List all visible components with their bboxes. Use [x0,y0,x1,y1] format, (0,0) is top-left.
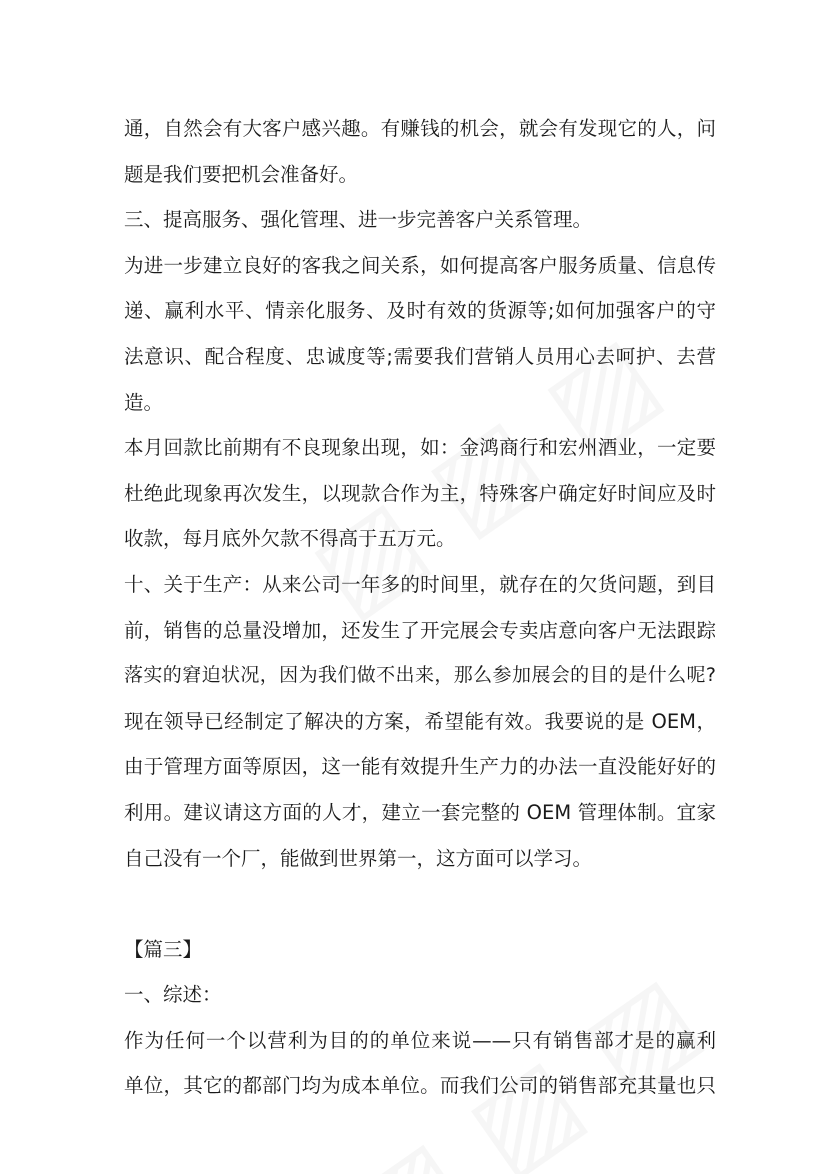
text-line: 自己没有一个厂，能做到世界第一，这方面可以学习。 [124,846,593,870]
section-title: 【篇三】 [124,937,203,961]
section-heading: 一、综述： [124,983,222,1007]
text-line: 法意识、配合程度、忠诚度等;需要我们营销人员用心去呵护、去营 [124,344,716,368]
text-line: 收款，每月底外欠款不得高于五万元。 [124,527,456,551]
text-line: 为进一步建立良好的客我之间关系，如何提高客户服务质量、信息传 [124,253,716,277]
text-line: 杜绝此现象再次发生，以现款合作为主，特殊客户确定好时间应及时 [124,481,716,505]
text-line: 本月回款比前期有不良现象出现，如：金鸿商行和宏州酒业，一定要 [124,436,716,460]
document-body [124,106,716,1109]
text-line: 通，自然会有大客户感兴趣。有赚钱的机会，就会有发现它的人，问 [124,117,716,140]
text-line: 造。 [124,390,164,414]
text-line: 利用。建议请这方面的人才，建立一套完整的 OEM 管理体制。宜家 [124,800,716,824]
text-line: 题是我们要把机会准备好。 [124,162,359,186]
text-line: 由于管理方面等原因，这一能有效提升生产力的办法一直没能好好的 [124,755,716,779]
text-line: 十、关于生产：从来公司一年多的时间里，就存在的欠货问题，到目 [124,572,716,596]
text-line: 现在领导已经制定了解决的方案，希望能有效。我要说的是 OEM， [124,709,716,733]
blank-line [124,881,716,927]
text-line: 单位，其它的都部门均为成本单位。而我们公司的销售部充其量也只 [124,1074,716,1098]
text-line: 作为任何一个以营利为目的的单位来说——只有销售部才是的赢利 [124,1028,716,1052]
text-line: 落实的窘迫状况，因为我们做不出来，那么参加展会的目的是什么呢? [124,664,716,687]
text-line: 前，销售的总量没增加，还发生了开完展会专卖店意向客户无法跟踪 [124,618,716,642]
text-line: 递、赢利水平、情亲化服务、及时有效的货源等;如何加强客户的守 [124,299,716,323]
section-heading: 三、提高服务、强化管理、进一步完善客户关系管理。 [124,208,593,232]
